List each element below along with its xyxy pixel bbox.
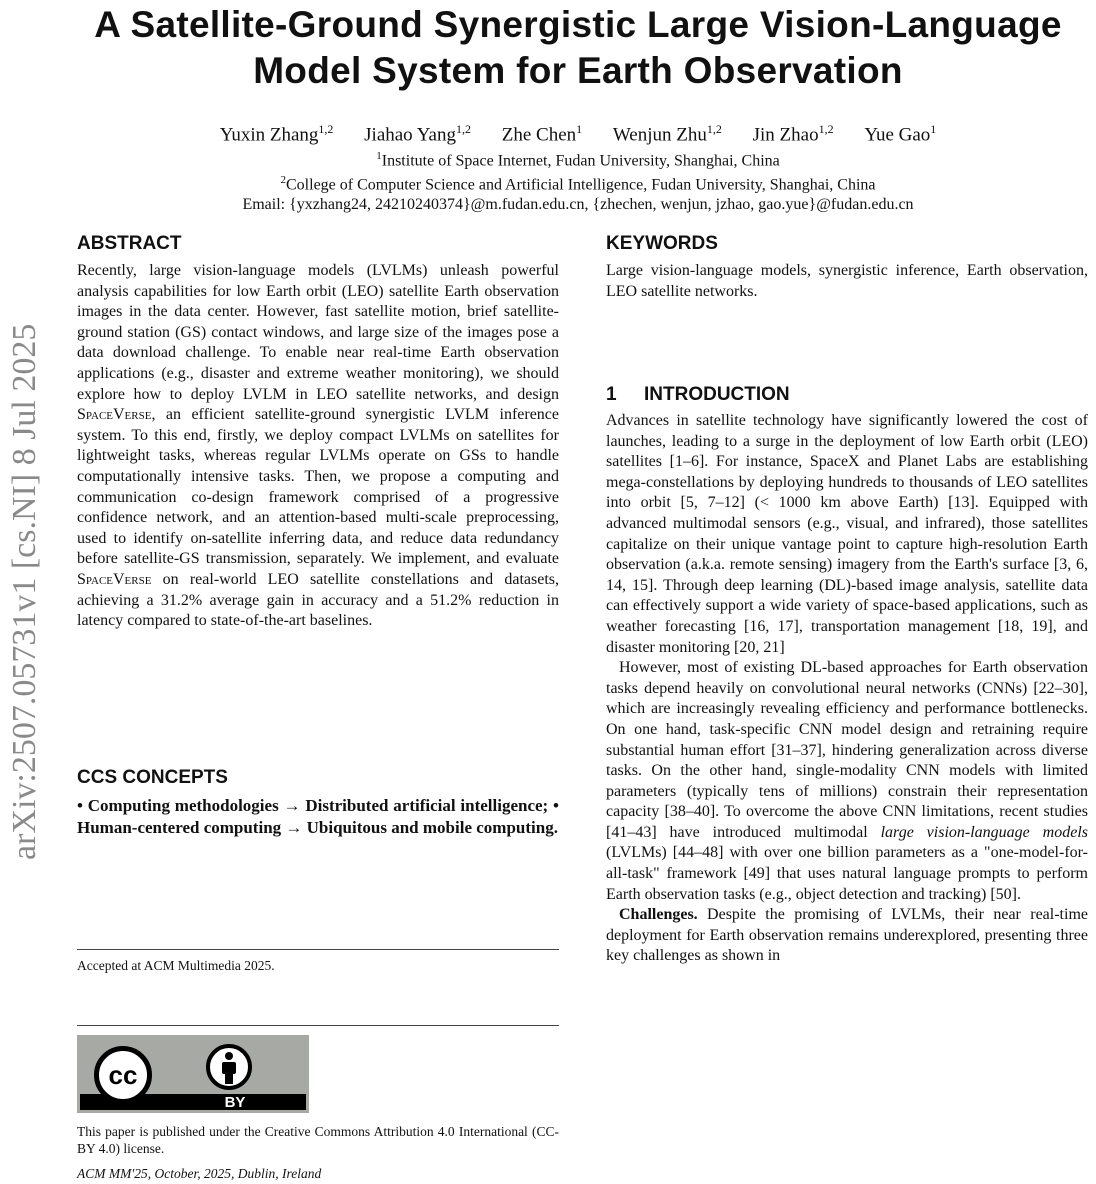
author: Zhe Chen$^1$ [501, 122, 583, 146]
license-rule [77, 1025, 559, 1026]
paper-title [60, 2, 1096, 94]
intro-paragraph-2: However, most of existing DL-based approaches for Earth observation tasks depend heavily on convolutional neural networks (CNNs) [22–30], which are increasingly revealing efficiency and performance bottlenecks. On one hand, task-specific CNN model design and retraining require substantial human effort [31–37], hindering generalization across diverse tasks. On the other hand, single-modality CNN models with limited parameters (typically tens of millions) constrain their representation capacity [38–40]. To overcome the above CNN limitations, recent studies [41–43] have introduced multimodal large vision-language models (LVLMs) [44–48] with over one billion parameters as a "one-model-for-all-task" framework [49] that uses natural language prompts to perform Earth observation tasks (e.g., object detection and tracking) [50]. [606, 659, 1088, 903]
introduction-section [606, 384, 1088, 967]
author: Yue Gao$^1$ [864, 122, 937, 146]
title-line-2: Model System for Earth Observation [253, 50, 903, 91]
intro-paragraph-1: Advances in satellite technology have significantly lowered the cost of launches, leading to a surge in the deployment of low Earth orbit (LEO) satellites [1–6]. For instance, SpaceX and Planet Labs are establishing mega-constellations by deploying hundreds to thousands of LEO satellites into orbit [5, 7–12] (< 1000 km above Earth) [13]. Equipped with advanced multimodal sensors (e.g., visual, and infrared), those satellites capitalize on their unique vantage point to capture high-resolution Earth observation (a.k.a. remote sensing) imagery from the Earth's surface [3, 6, 14, 15]. Through deep learning (DL)-based image analysis, satellite data can effectively support a wide variety of space-based applications, such as weather forecasting [16, 17], transportation management [18, 19], and disaster monitoring [20, 21] [606, 412, 1088, 656]
venue-line: ACM MM'25, October, 2025, Dublin, Ireland [77, 1166, 322, 1181]
footnote-rule [77, 949, 559, 950]
arxiv-identifier: arXiv:2507.05731v1 [cs.NI] 8 Jul 2025 [6, 323, 43, 861]
ccs-section [77, 767, 559, 839]
ccs-heading: CCS CONCEPTS [77, 767, 228, 788]
cc-icon: cc [94, 1046, 152, 1104]
cc-by-license-badge [77, 1035, 309, 1113]
affiliation-1: $^1$Institute of Space Internet, Fudan University, Shanghai, China [376, 150, 780, 170]
acceptance-note: Accepted at ACM Multimedia 2025. [77, 958, 275, 973]
author: Jin Zhao$^{1,2}$ [752, 122, 834, 146]
author-list [60, 117, 1096, 147]
author: Wenjun Zhu$^{1,2}$ [612, 122, 722, 146]
license-statement: This paper is published under the Creative Commons Attribution 4.0 International (CC-BY 4.0) license. [77, 1124, 559, 1156]
ccs-concepts: • Computing methodologies → Distributed artificial intelligence; • Human-centered computing → Ubiquitous and mobile computing. [77, 796, 559, 837]
section-number: 1 [606, 384, 617, 405]
attribution-person-icon [206, 1044, 252, 1090]
abstract-text: Recently, large vision-language models (LVLMs) unleash powerful analysis capabilities for low Earth orbit (LEO) satellite Earth observation images in the data center. However, fast satellite motion, brief satellite-ground station (GS) contact windows, and large size of the images pose a data download challenge. To enable near real-time Earth observation applications (e.g., disaster and extreme weather monitoring), we should explore how to deploy LVLM in LEO satellite networks, and design SpaceVerse, an efficient satellite-ground synergistic LVLM inference system. To this end, firstly, we deploy compact LVLMs on satellites for lightweight tasks, whereas regular LVLMs operate on GSs to handle computationally intensive tasks. Then, we propose a computing and communication co-design framework comprised of a progressive confidence network, and an attention-based multi-scale preprocessing, used to identify on-satellite inferring data, and reduce data redundancy before satellite-GS transmission, separately. We implement, and evaluate SpaceVerse on real-world LEO satellite constellations and datasets, achieving a 31.2% average gain in accuracy and a 51.2% reduction in latency compared to state-of-the-art baselines. [77, 262, 559, 630]
system-name: SpaceVerse [77, 406, 152, 424]
author: Jiahao Yang$^{1,2}$ [364, 122, 471, 146]
keywords-text: Large vision-language models, synergistic inference, Earth observation, LEO satellite networks. [606, 262, 1088, 300]
author: Yuxin Zhang$^{1,2}$ [219, 122, 334, 146]
keywords-section [606, 233, 1088, 302]
keywords-heading: KEYWORDS [606, 233, 718, 254]
title-line-1: A Satellite-Ground Synergistic Large Vision-Language [94, 4, 1062, 45]
abstract-heading: ABSTRACT [77, 233, 182, 254]
intro-paragraph-3: Challenges. Despite the promising of LVLMs, their near real-time deployment for Earth observation remains underexplored, presenting three key challenges as shown in [606, 906, 1088, 965]
email-line: Email: {yxzhang24, 24210240374}@m.fudan.edu.cn, {zhechen, wenjun, jzhao, gao.yue}@fudan.edu.cn [242, 196, 914, 213]
affiliation-2: $^2$College of Computer Science and Artificial Intelligence, Fudan University, Shanghai, China [280, 174, 876, 194]
abstract-section [77, 233, 559, 632]
system-name: SpaceVerse [77, 570, 152, 588]
introduction-heading: 1 INTRODUCTION [606, 384, 790, 405]
by-label: BY [224, 1094, 246, 1111]
introduction-body [606, 411, 1088, 967]
